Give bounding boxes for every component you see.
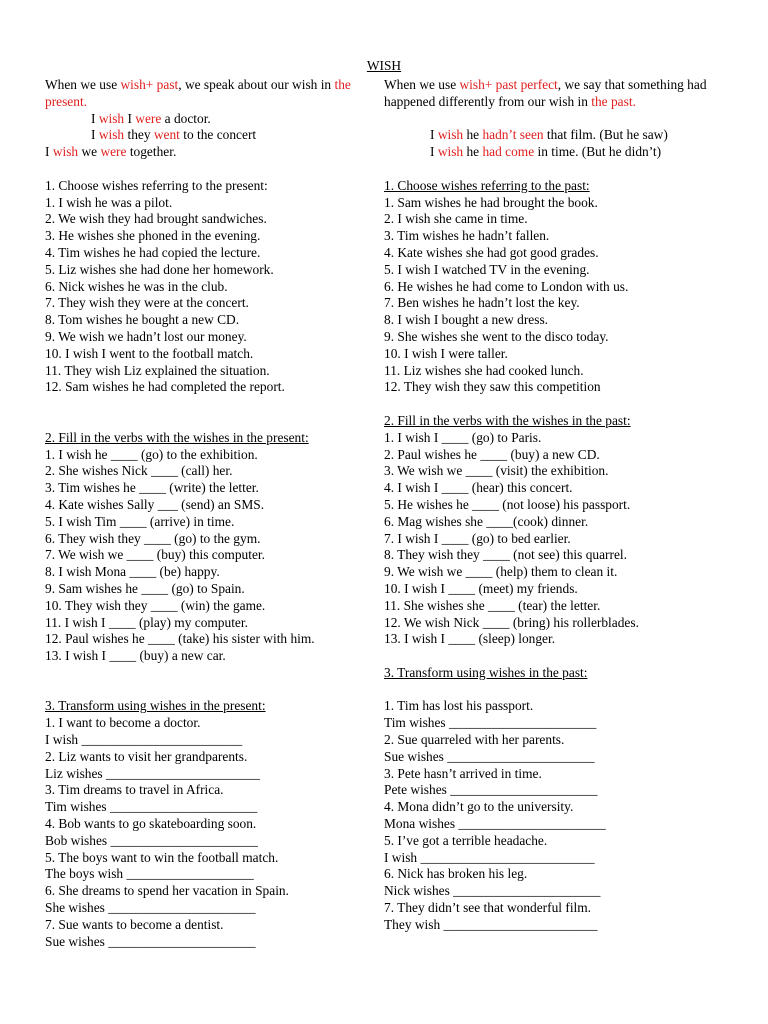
list-item: 9. We wish we hadn’t lost our money. bbox=[45, 328, 247, 344]
list-item: 2. She wishes Nick ____ (call) her. bbox=[45, 463, 233, 479]
list-item: 1. I want to become a doctor. bbox=[45, 715, 201, 731]
list-item: 6. Mag wishes she ____(cook) dinner. bbox=[384, 513, 589, 529]
list-item: 2. We wish they had brought sandwiches. bbox=[45, 211, 267, 227]
list-item: 6. They wish they ____ (go) to the gym. bbox=[45, 530, 261, 546]
list-item: 4. Kate wishes Sally ___ (send) an SMS. bbox=[45, 496, 265, 512]
answer-line: She wishes ______________________ bbox=[45, 900, 256, 916]
answer-line: Mona wishes ______________________ bbox=[384, 816, 606, 832]
left-section-3-heading: 3. Transform using wishes in the present: bbox=[45, 698, 266, 714]
list-item: 7. Sue wants to become a dentist. bbox=[45, 916, 224, 932]
list-item: 9. We wish we ____ (help) them to clean it. bbox=[384, 564, 618, 580]
answer-line: Pete wishes ______________________ bbox=[384, 782, 598, 798]
list-item: 11. Liz wishes she had cooked lunch. bbox=[384, 362, 584, 378]
answer-line: I wish ________________________ bbox=[45, 732, 243, 748]
list-item: 10. I wish I ____ (meet) my friends. bbox=[384, 580, 578, 596]
right-intro-highlight-2: the past. bbox=[591, 93, 636, 109]
answer-line: Sue wishes ______________________ bbox=[45, 933, 256, 949]
list-item: 2. Sue quarreled with her parents. bbox=[384, 732, 565, 748]
answer-line: Tim wishes ______________________ bbox=[384, 715, 597, 731]
list-item: 5. I’ve got a terrible headache. bbox=[384, 832, 548, 848]
list-item: 12. Paul wishes he ____ (take) his sister with him. bbox=[45, 631, 315, 647]
left-example-2: I wish they went to the concert bbox=[91, 127, 257, 143]
list-item: 8. They wish they ____ (not see) this quarrel. bbox=[384, 547, 627, 563]
left-intro-highlight-2: the present. bbox=[45, 77, 351, 109]
list-item: 3. He wishes she phoned in the evening. bbox=[45, 228, 261, 244]
list-item: 5. Liz wishes she had done her homework. bbox=[45, 261, 274, 277]
list-item: 3. Tim dreams to travel in Africa. bbox=[45, 782, 224, 798]
list-item: 7. They wish they were at the concert. bbox=[45, 295, 249, 311]
answer-line: Nick wishes ______________________ bbox=[384, 883, 601, 899]
left-intro-paragraph bbox=[45, 77, 370, 111]
left-section-1-heading: 1. Choose wishes referring to the present: bbox=[45, 177, 268, 193]
answer-line: Tim wishes ______________________ bbox=[45, 799, 258, 815]
list-item: 6. Nick has broken his leg. bbox=[384, 866, 528, 882]
right-intro-text-2: , we say that something had happened differently from our wish in bbox=[384, 77, 707, 109]
right-intro-highlight: wish+ past perfect bbox=[459, 77, 558, 92]
list-item: 12. We wish Nick ____ (bring) his rollerblades. bbox=[384, 614, 639, 630]
list-item: 1. I wish I ____ (go) to Paris. bbox=[384, 429, 542, 445]
list-item: 6. He wishes he had come to London with us. bbox=[384, 278, 629, 294]
right-section-3-heading: 3. Transform using wishes in the past: bbox=[384, 664, 588, 680]
left-example-1: I wish I were a doctor. bbox=[91, 110, 211, 126]
list-item: 5. I wish I watched TV in the evening. bbox=[384, 261, 590, 277]
list-item: 1. Tim has lost his passport. bbox=[384, 698, 534, 714]
list-item: 10. I wish I went to the football match. bbox=[45, 345, 254, 361]
list-item: 4. Mona didn’t go to the university. bbox=[384, 799, 574, 815]
list-item: 10. They wish they ____ (win) the game. bbox=[45, 597, 266, 613]
list-item: 11. They wish Liz explained the situation. bbox=[45, 362, 270, 378]
answer-line: Liz wishes _______________________ bbox=[45, 765, 260, 781]
page-title: WISH bbox=[366, 58, 402, 73]
list-item: 8. I wish I bought a new dress. bbox=[384, 312, 549, 328]
answer-line: Sue wishes ______________________ bbox=[384, 748, 595, 764]
list-item: 11. I wish I ____ (play) my computer. bbox=[45, 614, 248, 630]
list-item: 3. Tim wishes he hadn’t fallen. bbox=[384, 228, 550, 244]
left-intro-text-2: , we speak about our wish in bbox=[178, 77, 335, 92]
left-example-3: I wish we were together. bbox=[45, 144, 177, 160]
list-item: 7. I wish I ____ (go) to bed earlier. bbox=[384, 530, 571, 546]
left-intro-highlight: wish+ past bbox=[120, 77, 179, 92]
list-item: 4. Bob wants to go skateboarding soon. bbox=[45, 816, 257, 832]
left-column bbox=[45, 77, 370, 950]
right-intro-paragraph bbox=[384, 77, 714, 127]
list-item: 4. Tim wishes he had copied the lecture. bbox=[45, 244, 261, 260]
left-intro-text: When we use bbox=[45, 77, 121, 92]
left-section-2-heading: 2. Fill in the verbs with the wishes in the present: bbox=[45, 429, 309, 445]
list-item: 5. He wishes he ____ (not loose) his passport. bbox=[384, 496, 631, 512]
list-item: 6. She dreams to spend her vacation in Spain. bbox=[45, 883, 289, 899]
right-column bbox=[384, 77, 714, 934]
list-item: 1. I wish he was a pilot. bbox=[45, 194, 173, 210]
list-item: 7. They didn’t see that wonderful film. bbox=[384, 900, 592, 916]
list-item: 9. Sam wishes he ____ (go) to Spain. bbox=[45, 580, 245, 596]
list-item: 7. Ben wishes he hadn’t lost the key. bbox=[384, 295, 580, 311]
list-item: 4. Kate wishes she had got good grades. bbox=[384, 244, 599, 260]
list-item: 12. Sam wishes he had completed the report. bbox=[45, 379, 285, 395]
answer-line: The boys wish ___________________ bbox=[45, 866, 254, 882]
list-item: 1. I wish he ____ (go) to the exhibition. bbox=[45, 446, 258, 462]
list-item: 3. Tim wishes he ____ (write) the letter. bbox=[45, 480, 259, 496]
list-item: 5. I wish Tim ____ (arrive) in time. bbox=[45, 513, 235, 529]
list-item: 12. They wish they saw this competition bbox=[384, 379, 601, 395]
list-item: 2. I wish she came in time. bbox=[384, 211, 528, 227]
answer-line: Bob wishes ______________________ bbox=[45, 832, 258, 848]
list-item: 5. The boys want to win the football match. bbox=[45, 849, 279, 865]
list-item: 2. Liz wants to visit her grandparents. bbox=[45, 748, 248, 764]
list-item: 3. We wish we ____ (visit) the exhibition. bbox=[384, 463, 609, 479]
list-item: 13. I wish I ____ (sleep) longer. bbox=[384, 631, 556, 647]
list-item: 2. Paul wishes he ____ (buy) a new CD. bbox=[384, 446, 600, 462]
list-item: 6. Nick wishes he was in the club. bbox=[45, 278, 228, 294]
right-section-1-heading: 1. Choose wishes referring to the past: bbox=[384, 177, 590, 193]
right-example-2: I wish he had come in time. (But he didn’t) bbox=[430, 144, 662, 160]
list-item: 10. I wish I were taller. bbox=[384, 345, 508, 361]
list-item: 8. Tom wishes he bought a new CD. bbox=[45, 312, 240, 328]
right-section-2-heading: 2. Fill in the verbs with the wishes in the past: bbox=[384, 412, 631, 428]
list-item: 1. Sam wishes he had brought the book. bbox=[384, 194, 598, 210]
list-item: 11. She wishes she ____ (tear) the letter. bbox=[384, 597, 601, 613]
list-item: 9. She wishes she went to the disco today. bbox=[384, 328, 609, 344]
list-item: 4. I wish I ____ (hear) this concert. bbox=[384, 480, 573, 496]
right-example-1: I wish he hadn’t seen that film. (But he saw) bbox=[430, 127, 668, 143]
list-item: 8. I wish Mona ____ (be) happy. bbox=[45, 564, 220, 580]
answer-line: I wish __________________________ bbox=[384, 849, 595, 865]
list-item: 13. I wish I ____ (buy) a new car. bbox=[45, 648, 226, 664]
answer-line: They wish _______________________ bbox=[384, 916, 598, 932]
list-item: 7. We wish we ____ (buy) this computer. bbox=[45, 547, 265, 563]
right-intro-text: When we use bbox=[384, 77, 460, 92]
list-item: 3. Pete hasn’t arrived in time. bbox=[384, 765, 542, 781]
